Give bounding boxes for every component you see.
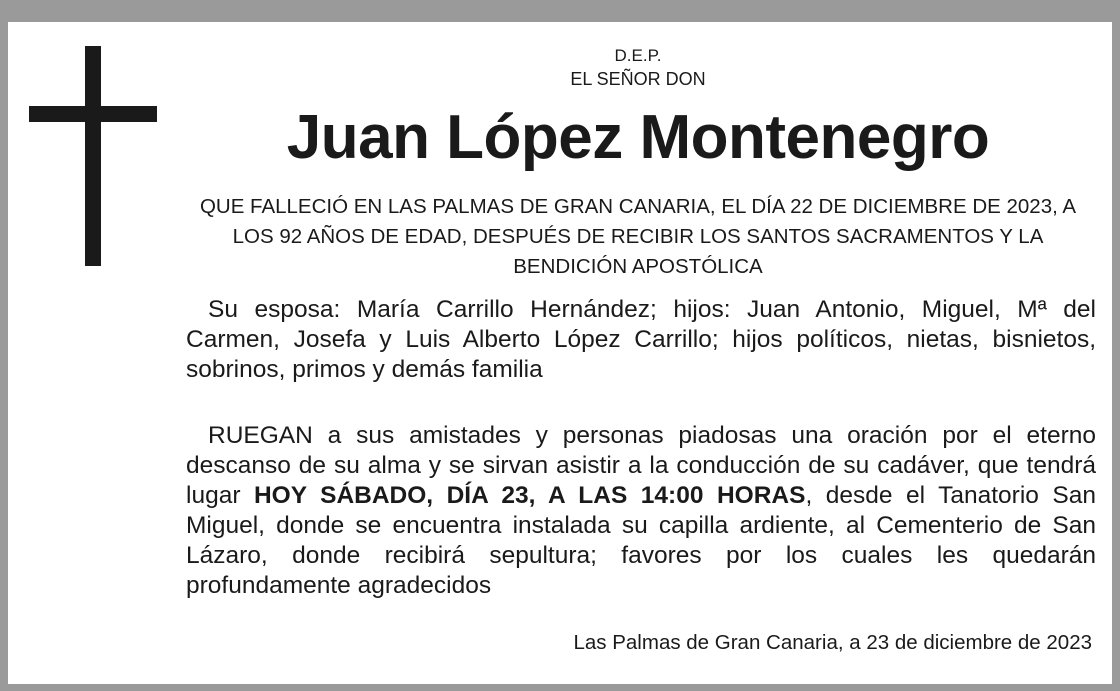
deceased-name: Juan López Montenegro xyxy=(286,103,990,172)
request-text-after: , desde el Tanatorio San Miguel, donde se encuentra instalada su capilla ardiente, al Cementerio de San Lázaro, donde recibirá sepultura; favores por los cuales les quedarán profundamente agradecidos xyxy=(186,482,1096,599)
cross-horizontal-bar xyxy=(29,106,157,122)
obituary-notice xyxy=(8,22,1112,684)
dep-heading: D.E.P. xyxy=(614,46,662,65)
place-date-signature: Las Palmas de Gran Canaria, a 23 de diciembre de 2023 xyxy=(573,631,1092,654)
honorific-title: EL SEÑOR DON xyxy=(570,69,706,89)
family-text: Su esposa: María Carrillo Hernández; hijos: Juan Antonio, Miguel, Mª del Carmen, Josefa y Luis Alberto López Carrillo; hijos políticos, nietas, bisnietos, sobrinos, primos y demás familia xyxy=(186,296,1096,383)
service-time: HOY SÁBADO, DÍA 23, A LAS 14:00 HORAS xyxy=(253,482,806,509)
cross-vertical-bar xyxy=(85,46,101,266)
request-text-before: RUEGAN a sus amistades y personas piadosas una oración por el eterno descanso de su alma y se sirvan asistir a la conducción de su cadáver, que tendrá lugar xyxy=(186,422,1096,509)
family-paragraph xyxy=(186,295,1096,385)
death-details: QUE FALLECIÓ EN LAS PALMAS DE GRAN CANARIA, EL DÍA 22 DE DICIEMBRE DE 2023, A LOS 92 AÑOS DE EDAD, DESPUÉS DE RECIBIR LOS SANTOS SACRAMENTOS Y LA BENDICIÓN APOSTÓLICA xyxy=(199,195,1077,278)
request-paragraph xyxy=(186,421,1096,601)
